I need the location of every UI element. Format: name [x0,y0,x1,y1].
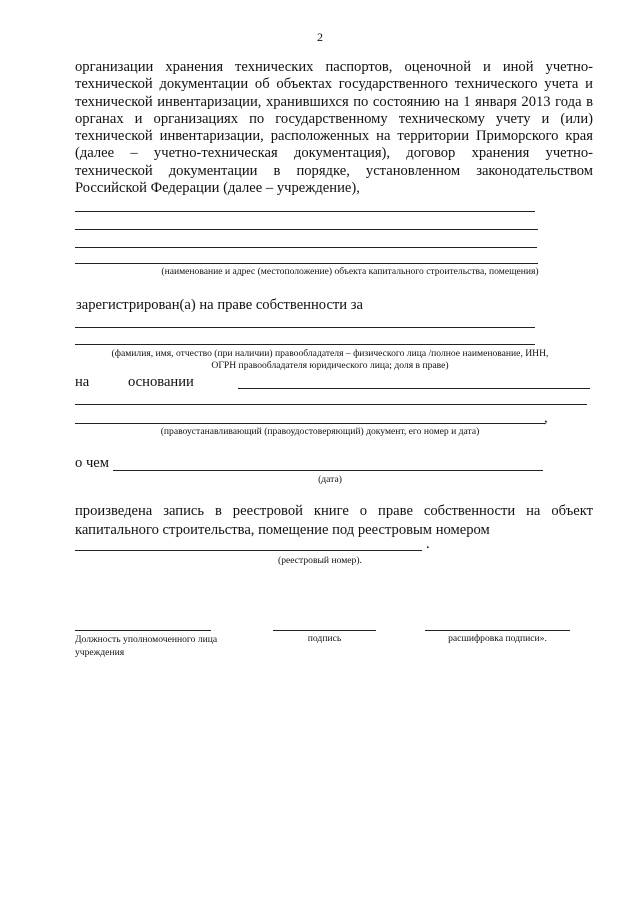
position-signature-line[interactable] [75,630,211,631]
position-label: Должность уполномоченного лица учреждения [75,634,218,658]
intro-paragraph [75,59,593,197]
record-text: произведена запись в реестровой книге о праве собственности на объект капитального строительства, помещение под реестровым номером [75,503,593,538]
object-blank-line-2[interactable] [75,229,538,230]
owner-blank-line-2[interactable] [75,344,535,345]
object-caption: (наименование и адрес (местоположение) объекта капитального строительства, помещения) [161,266,539,277]
sign-label: подпись [307,633,342,644]
registry-blank-line[interactable] [75,550,422,551]
owner-caption-line2: ОГРН правообладателя юридического лица; доля в праве) [211,360,449,371]
date-blank-line[interactable] [113,470,543,471]
sign-signature-line[interactable] [273,630,376,631]
document-caption: (правоустанавливающий (правоудостоверяющий) документ, его номер и дата) [160,426,480,437]
object-blank-line-4[interactable] [75,263,538,264]
basis-word-na: на [75,374,90,390]
decode-label: расшифровка подписи». [448,633,547,644]
registry-caption: (реестровый номер). [278,555,362,566]
object-blank-line-3[interactable] [75,247,537,248]
registered-text: зарегистрирован(а) на праве собственности за [76,297,364,313]
basis-blank-line-3[interactable] [75,423,545,424]
object-blank-line-1[interactable] [75,211,535,212]
basis-comma: , [544,410,548,426]
owner-caption-line1: (фамилия, имя, отчество (при наличии) правообладателя – физического лица /полное наименование, ИНН, [111,348,549,359]
intro-paragraph-text: организации хранения технических паспортов, оценочной и иной учетно-технической документации об объектах государственного технического учета и технической инвентаризации, хранившихся по состоянию на 1 января 2013 года в органах и организациях по государственному техническому учету и (или) технической инвентаризации, расположенных на территории Приморского края (далее – учетно-техническая документация), договор хранения учетно-технической документации в порядке, установленном законодательством Российской Федерации (далее – учреждение), [75,59,593,197]
basis-word-osnovanii: основании [128,374,194,390]
decode-signature-line[interactable] [425,630,570,631]
about-text: о чем [75,455,109,471]
registry-dot: . [426,536,430,552]
basis-blank-line-2[interactable] [75,404,587,405]
owner-blank-line-1[interactable] [75,327,535,328]
basis-blank-line-1[interactable] [238,388,590,389]
page-number: 2 [317,30,323,44]
date-caption: (дата) [318,474,342,485]
